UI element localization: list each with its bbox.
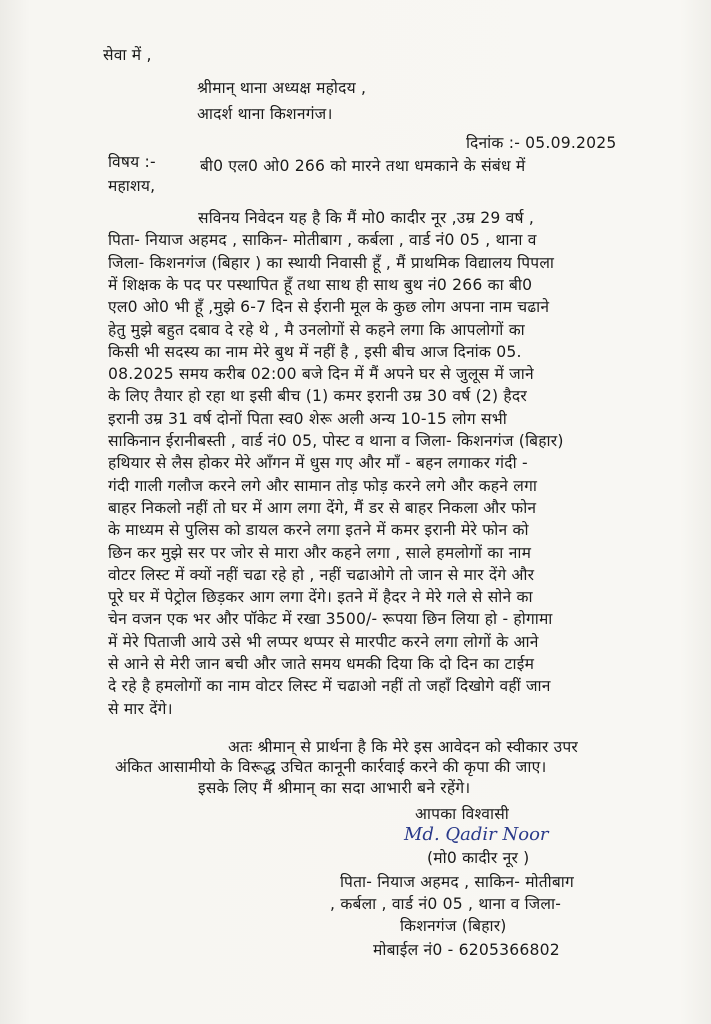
request-line-1: अतः श्रीमान् से प्रार्थना है कि मेरे इस आवेदन को स्वीकार उपर bbox=[228, 738, 578, 756]
body-line: सविनय निवेदन यह है कि मैं मो0 कादीर नूर ,उम्र 29 वर्ष , bbox=[198, 209, 535, 227]
body-line: 08.2025 समय करीब 02:00 बजे दिन में मैं अपने घर से जुलूस में जाने bbox=[108, 365, 534, 384]
signature bbox=[402, 820, 562, 848]
body-line: के लिए तैयार हो रहा था इसी बीच (1) कमर इरानी उम्र 30 वर्ष (2) हैदर bbox=[108, 387, 527, 406]
recipient-line-2: आदर्श थाना किशनगंज। bbox=[197, 105, 333, 123]
greeting: महाशय, bbox=[108, 177, 156, 195]
body-line: दे रहे है हमलोगों का नाम वोटर लिस्ट में चढाओ नहीं तो जहाँ दिखोगे वहीं जान bbox=[108, 677, 551, 696]
subject-label: विषय :- bbox=[108, 153, 156, 171]
recipient-line-1: श्रीमान् थाना अध्यक्ष महोदय , bbox=[197, 79, 367, 97]
body-line: पूरे घर में पेट्रोल छिड़कर आग लगा देंगे। इतने में हैदर ने मेरे गले से सोने का bbox=[108, 588, 533, 607]
signer-name: (मो0 कादीर नूर ) bbox=[427, 849, 530, 867]
body-line: हेतु मुझे बहुत दबाव दे रहे थे , मै उनलोगों से कहने लगा कि आपलोगों का bbox=[108, 320, 525, 339]
signer-address-2: , कर्बला , वार्ड नं0 05 , थाना व जिला- bbox=[330, 895, 562, 913]
signer-address-3: किशनगंज (बिहार) bbox=[400, 917, 507, 935]
body-line: में शिक्षक के पद पर पस्थापित हूँ तथा साथ ही साथ बुथ नं0 266 का बी0 bbox=[108, 275, 533, 294]
body-line: एल0 ओ0 भी हूँ ,मुझे 6-7 दिन से ईरानी मूल के कुछ लोग अपना नाम चढाने bbox=[108, 298, 550, 317]
body-line: के माध्यम से पुलिस को डायल करने लगा इतने में कमर इरानी मेरे फोन को bbox=[108, 521, 529, 540]
body-line: छिन कर मुझे सर पर जोर से मारा और कहने लगा , साले हमलोगों का नाम bbox=[108, 543, 532, 562]
body-line: बाहर निकलो नहीं तो घर में आग लगा देंगे, मैं डर से बाहर निकला और फोन bbox=[108, 498, 537, 517]
body-line: चेन वजन एक भर और पॉकेट में रखा 3500/- रूपया छिन लिया हो - होगामा bbox=[108, 610, 553, 629]
body-line: किसी भी सदस्य का नाम मेरे बुथ में नहीं है , इसी बीच आज दिनांक 05. bbox=[108, 342, 522, 361]
thanks-line: इसके लिए मैं श्रीमान् का सदा आभारी बने रहेंगे। bbox=[198, 779, 471, 797]
body-line: से आने से मेरी जान बची और जाते समय धमकी दिया कि दो दिन का टाईम bbox=[108, 655, 535, 673]
subject-text: बी0 एल0 ओ0 266 को मारने तथा धमकाने के संबंध में bbox=[200, 157, 526, 175]
body-line: हथियार से लैस होकर मेरे आँगन में धुस गए और माँ - बहन लगाकर गंदी - bbox=[108, 454, 528, 473]
body-line: से मार देंगे। bbox=[108, 699, 173, 718]
letter-date: दिनांक :- 05.09.2025 bbox=[466, 134, 617, 152]
body-line: में मेरे पिताजी आये उसे भी लप्पर थप्पर से मारपीट करने लगा लोगों के आने bbox=[108, 632, 539, 651]
body-line: गंदी गाली गलौज करने लगे और सामान तोड़ फोड़ करने लगे और कहने लगा bbox=[108, 476, 538, 495]
body-line: वोटर लिस्ट में क्यों नहीं चढा रहे हो , नहीं चढाओगे तो जान से मार देंगे और bbox=[108, 565, 535, 584]
signature-text: Md. Qadir Noor bbox=[404, 824, 549, 845]
body-line: पिता- नियाज अहमद , साकिन- मोतीबाग , कर्बला , वार्ड नं0 05 , थाना व bbox=[108, 231, 537, 250]
body-line: जिला- किशनगंज (बिहार ) का स्थायी निवासी हूँ , मैं प्राथमिक विद्यालय पिपला bbox=[108, 253, 555, 272]
signer-address-1: पिता- नियाज अहमद , साकिन- मोतीबाग bbox=[340, 873, 575, 891]
body-line: साकिनान ईरानीबस्ती , वार्ड नं0 05, पोस्ट व थाना व जिला- किशनगंज (बिहार) bbox=[108, 432, 564, 450]
mobile-number: मोबाईल नं0 - 6205366802 bbox=[373, 941, 560, 959]
request-line-2: अंकित आसामीयो के विरूद्ध उचित कानूनी कार्रवाई करने की कृपा की जाए। bbox=[115, 758, 547, 776]
salutation-to: सेवा में , bbox=[103, 46, 152, 64]
closing: आपका विश्वासी bbox=[415, 805, 509, 823]
body-line: इरानी उम्र 31 वर्ष दोनों पिता स्व0 शेरू अली अन्य 10-15 लोग सभी bbox=[108, 409, 507, 428]
